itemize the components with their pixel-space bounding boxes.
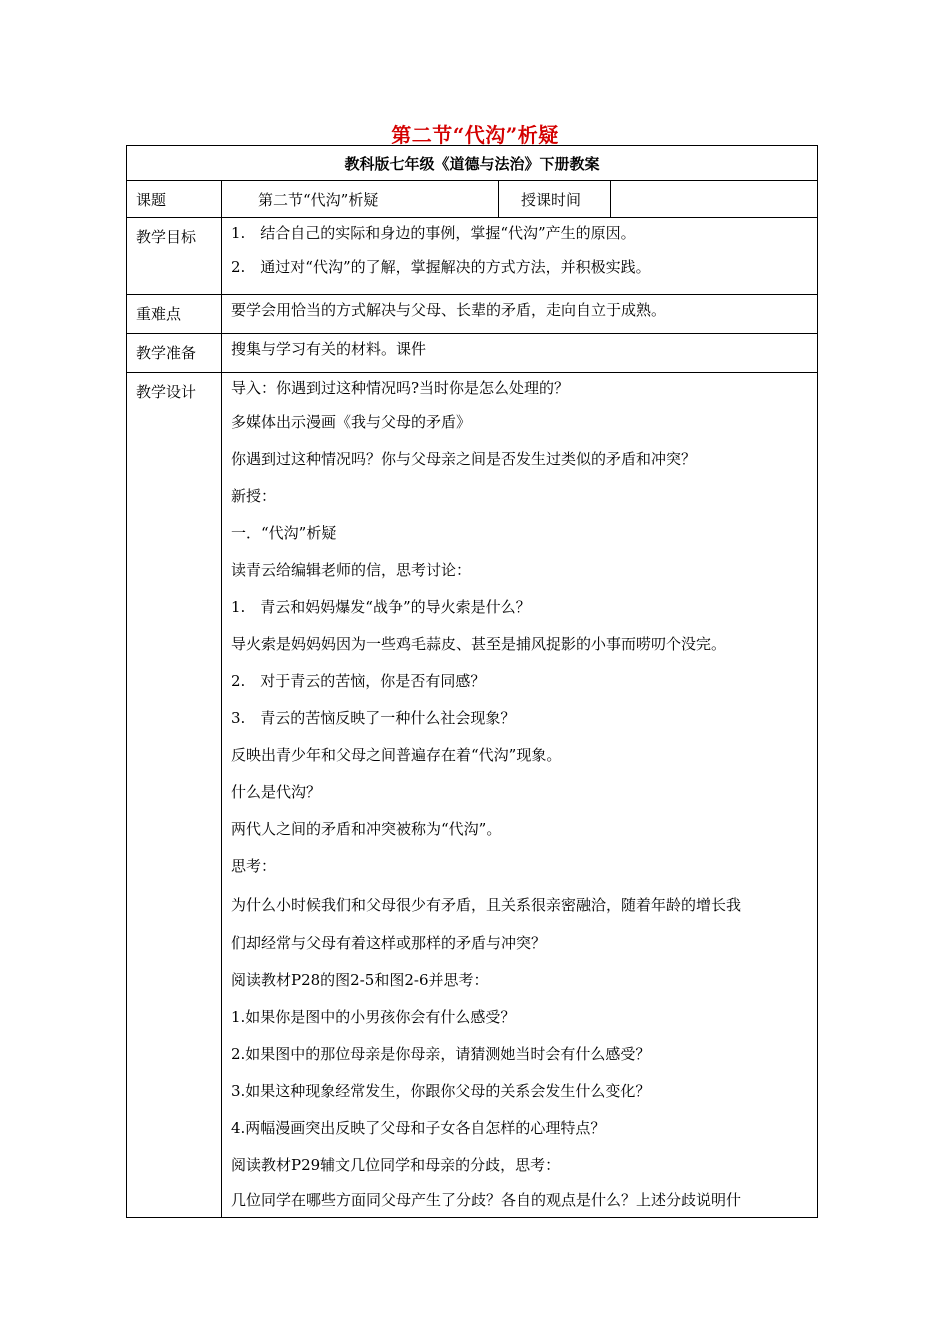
prep-text: 搜集与学习有关的材料。课件 — [231, 340, 427, 358]
design-line: 多媒体出示漫画《我与父母的矛盾》 — [231, 413, 472, 431]
design-label: 教学设计 — [127, 373, 222, 1218]
design-line: 两代人之间的矛盾和冲突被称为“代沟”。 — [231, 820, 502, 838]
lesson-plan-table — [126, 145, 818, 1218]
topic-row — [127, 181, 818, 218]
goal-item: 1. 结合自己的实际和身边的事例，掌握“代沟”产生的原因。 — [231, 224, 636, 242]
key-text: 要学会用恰当的方式解决与父母、长辈的矛盾，走向自立于成熟。 — [231, 301, 667, 319]
prep-label: 教学准备 — [127, 334, 222, 373]
key-content — [222, 295, 818, 334]
design-line: 为什么小时候我们和父母很少有矛盾，且关系很亲密融洽，随着年龄的增长我 — [231, 896, 742, 914]
goals-content — [222, 218, 818, 295]
design-line: 们却经常与父母有着这样或那样的矛盾与冲突？ — [231, 934, 547, 952]
design-row — [127, 373, 818, 1218]
design-line: 3.如果这种现象经常发生，你跟你父母的关系会发生什么变化？ — [231, 1082, 651, 1100]
table-header: 教科版七年级《道德与法治》下册教案 — [127, 146, 818, 181]
design-line: 3. 青云的苦恼反映了一种什么社会现象？ — [231, 709, 516, 727]
design-line: 导入：你遇到过这种情况吗?当时你是怎么处理的？ — [231, 379, 570, 397]
goals-row — [127, 218, 818, 295]
goals-label: 教学目标 — [127, 218, 222, 295]
topic-label: 课题 — [127, 181, 222, 218]
design-line: 新授： — [231, 487, 277, 505]
topic-value: 第二节“代沟”析疑 — [222, 181, 499, 218]
design-line: 2. 对于青云的苦恼，你是否有同感？ — [231, 672, 486, 690]
design-line: 4.两幅漫画突出反映了父母和子女各自怎样的心理特点？ — [231, 1119, 606, 1137]
design-line: 反映出青少年和父母之间普遍存在着“代沟”现象。 — [231, 746, 562, 764]
design-line: 阅读教材P28的图2-5和图2-6并思考： — [231, 971, 489, 989]
design-line: 几位同学在哪些方面同父母产生了分歧？各自的观点是什么？上述分歧说明什 — [231, 1191, 742, 1209]
time-label: 授课时间 — [499, 181, 611, 218]
time-value — [611, 181, 818, 218]
design-content — [222, 373, 818, 1218]
prep-row — [127, 334, 818, 373]
document-title: 第二节“代沟”析疑 — [391, 123, 559, 147]
design-line: 阅读教材P29辅文几位同学和母亲的分歧，思考： — [231, 1156, 561, 1174]
key-row — [127, 295, 818, 334]
design-line: 一．“代沟”析疑 — [231, 524, 337, 542]
goal-item: 2. 通过对“代沟”的了解，掌握解决的方式方法，并积极实践。 — [231, 258, 651, 276]
design-line: 读青云给编辑老师的信，思考讨论： — [231, 561, 472, 579]
key-label: 重难点 — [127, 295, 222, 334]
design-line: 2.如果图中的那位母亲是你母亲，请猜测她当时会有什么感受？ — [231, 1045, 651, 1063]
design-line: 1. 青云和妈妈爆发“战争”的导火索是什么？ — [231, 598, 531, 616]
design-line: 思考： — [231, 857, 277, 875]
design-line: 你遇到过这种情况吗？你与父母亲之间是否发生过类似的矛盾和冲突？ — [231, 450, 697, 468]
design-line: 导火索是妈妈妈因为一些鸡毛蒜皮、甚至是捕风捉影的小事而唠叨个没完。 — [231, 635, 727, 653]
table-header-row — [127, 146, 818, 181]
design-line: 1.如果你是图中的小男孩你会有什么感受？ — [231, 1008, 516, 1026]
prep-content — [222, 334, 818, 373]
design-line: 什么是代沟？ — [231, 783, 322, 801]
